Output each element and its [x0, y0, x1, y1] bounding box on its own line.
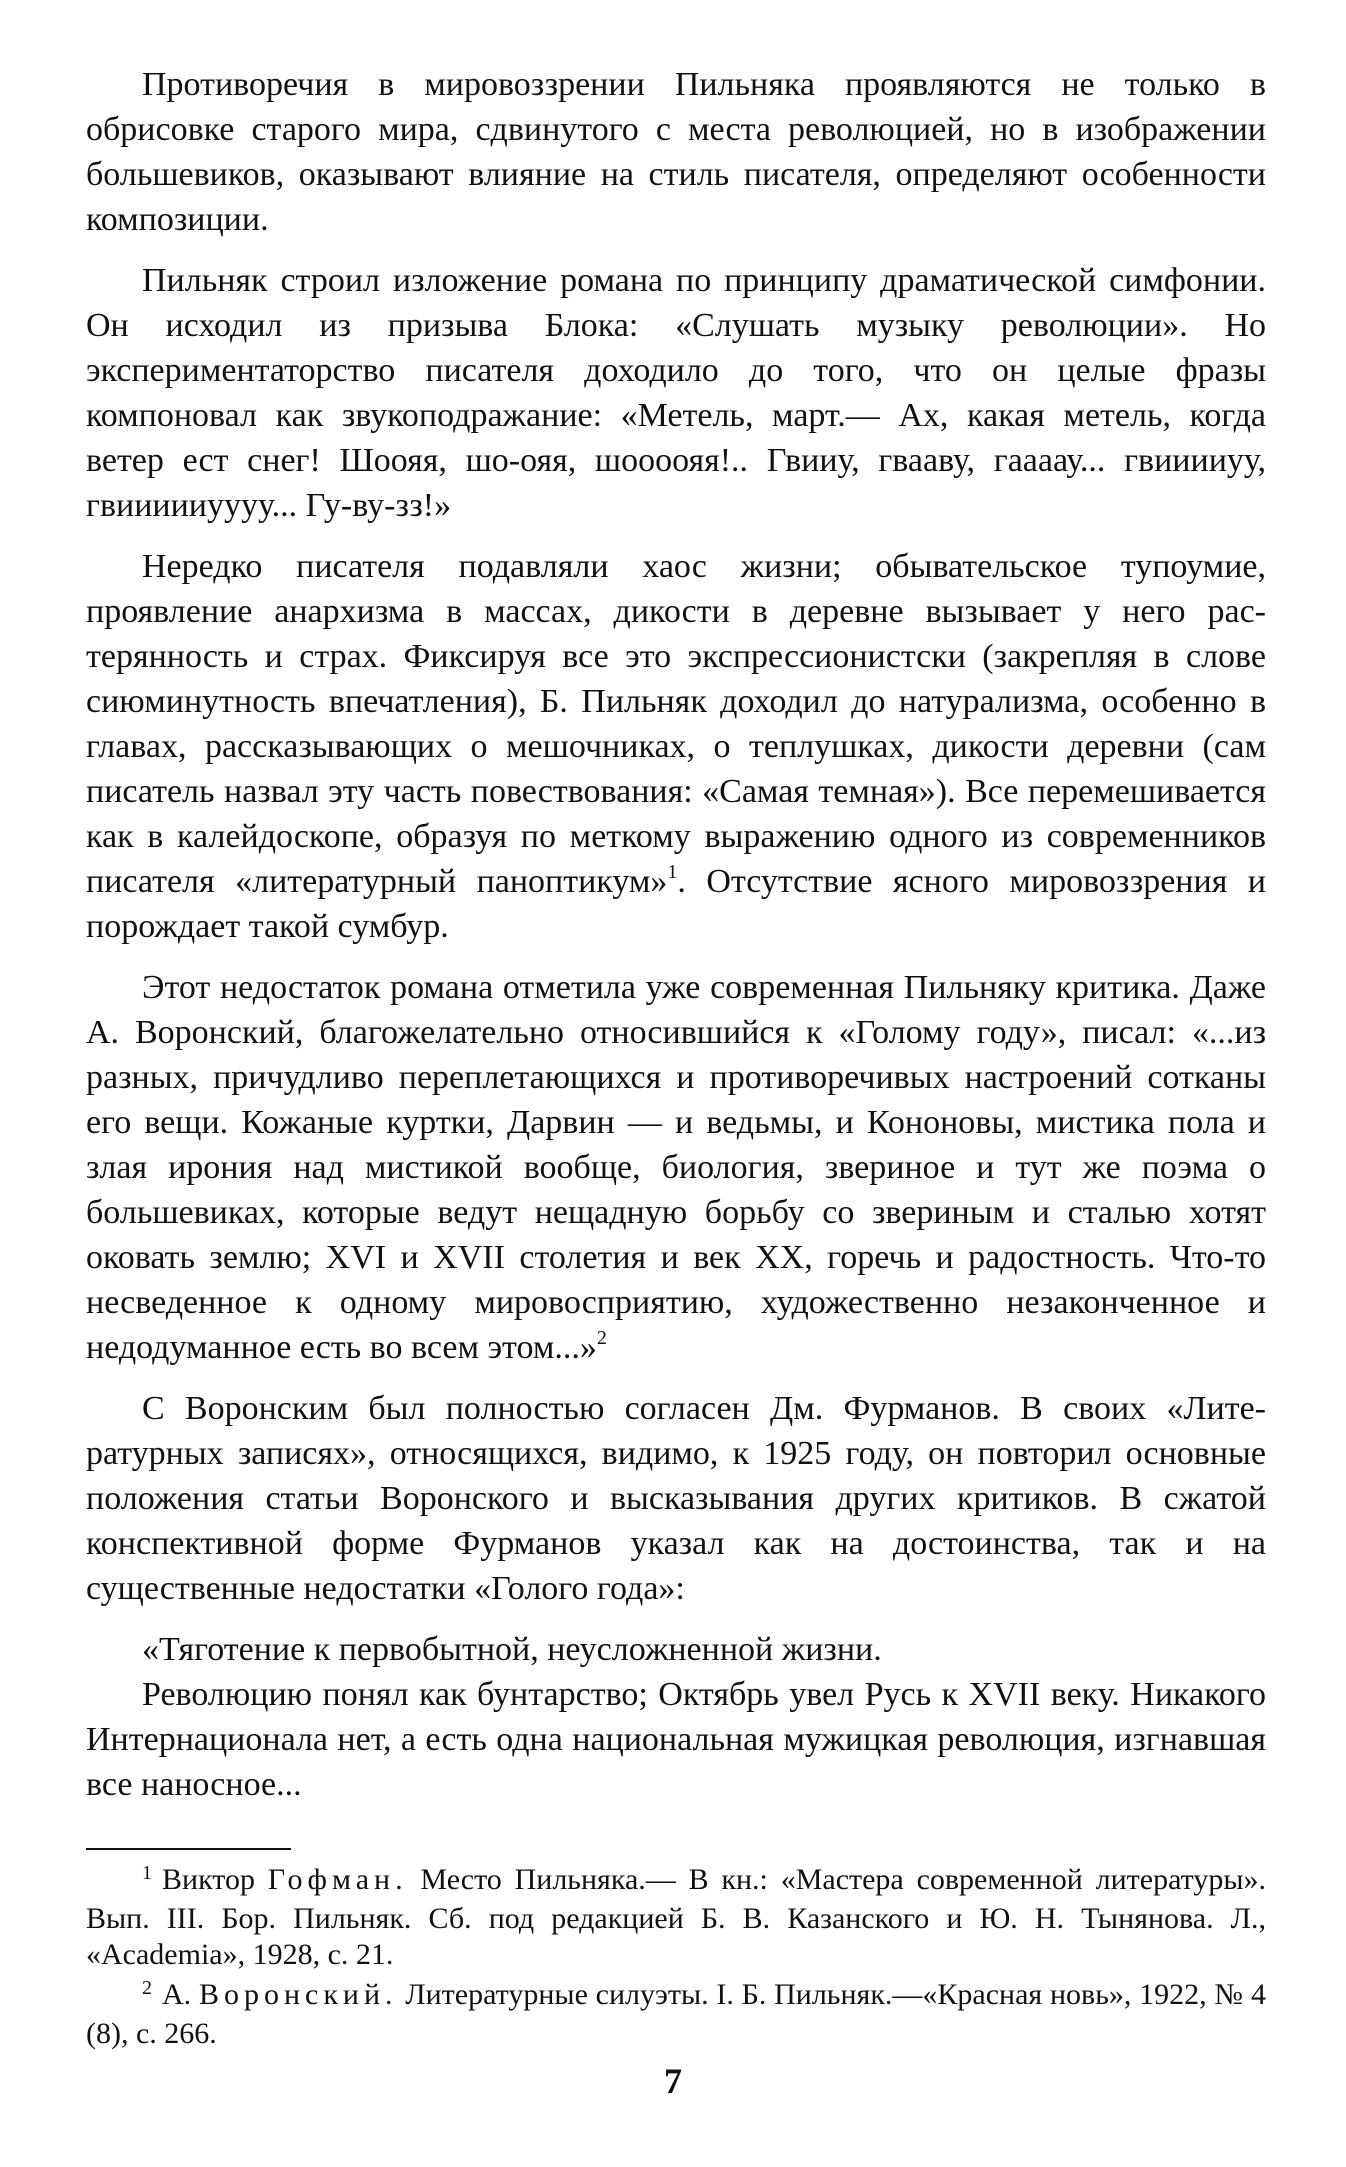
quote-block — [86, 1627, 1266, 1807]
page-number: 7 — [664, 2061, 682, 2101]
footnote-ref-1: 1 — [667, 860, 678, 883]
quote-line-1: «Тяготение к первобытной, неусложненной жизни. — [142, 1631, 882, 1668]
quote-line-2: Революцию понял как бунтарство; Октябрь увел Русь к XVII веку. Никакого Интернационала нет, а есть одна национальная мужицкая революция, изгнавшая все наносное... — [86, 1676, 1266, 1803]
footnote-1-author: Гофман. — [267, 1863, 408, 1896]
footnote-2-pre: А. — [162, 1978, 192, 2011]
paragraph-3-tail: . Отсутствие ясного мировоззрения и порождает такой сумбур. — [86, 863, 1266, 945]
page-body — [86, 62, 1266, 1807]
footnotes — [86, 1862, 1266, 2056]
footnote-1 — [86, 1862, 1266, 1973]
footnote-divider — [86, 1848, 291, 1850]
paragraph-5: С Воронским был полностью согласен Дм. Фурманов. В своих «Литературных записях», относящихся, видимо, к 1925 году, он повторил основные положения статьи Воронского и высказывания других критиков. В сжатой конспективной форме Фурманов указал как на достоинства, так и на существенные недостатки «Голого года»: — [86, 1390, 1266, 1607]
footnote-1-text: Место Пильняка.— В кн.: «Мастера современной литературы». Вып. III. Бор. Пильняк. Сб. под редакцией Б. В. Казанского и Ю. Н. Тынянова. Л., «Academia», 1928, с. 21. — [86, 1863, 1267, 1971]
paragraph-3-text: Нередко писателя подавляли хаос жизни; обывательское тупоумие, проявление анархизма в массах, дикости в деревне вызывает у него растерянность и страх. Фиксируя все это экспрессионистски (закрепляя в слове сиюминутность впечатления), Б. Пильняк доходил до натурализма, особенно в главах, рассказывающих о мешочниках, о теплушках, дикости деревни (сам писатель назвал эту часть повествования: «Самая темная»). Все перемешивается как в калейдоскопе, образуя по меткому выражению одного из современников писателя «литературный паноптикум» — [86, 548, 1266, 900]
footnote-ref-2: 2 — [596, 1326, 607, 1349]
paragraph-3 — [86, 544, 1266, 949]
footnote-2 — [86, 1977, 1266, 2052]
footnote-2-mark: 2 — [142, 1977, 152, 1999]
paragraph-4-text: Этот недостаток романа отметила уже современная Пильняку критика. Даже А. Воронский, благожелательно относившийся к «Голому году», писал: «...из разных, причудливо переплетающихся и противоречивых настроений сотканы его вещи. Кожаные куртки, Дарвин — и ведьмы, и Кононовы, мистика пола и злая ирония над мистикой вообще, биология, звериное и тут же поэма о большевиках, которые ведут нещадную борьбу со звериным и сталью хотят оковать землю; XVI и XVII столетия и век XX, горечь и радостность. Что-то несведенное к одному мировосприятию, художественно незаконченное и недодуманное есть во всем этом...» — [86, 969, 1266, 1366]
footnote-2-author: Воронский. — [198, 1978, 398, 2011]
paragraph-2: Пильняк строил изложение романа по принципу драматической симфонии. Он исходил из призыва Блока: «Слушать музыку революции». Но экспериментаторство писателя доходило до того, что он целые фразы компоновал как звукоподражание: «Метель, март.— Ах, какая метель, когда ветер ест снег! Шоояя, шо-ояя, шоооояя!.. Гвииу, гвааву, гаааау... гвииииуу, гвиииииуууу... Гу-ву-зз!» — [86, 262, 1266, 524]
footnote-1-mark: 1 — [142, 1862, 152, 1884]
footnote-2-text: Литературные силуэты. I. Б. Пильняк.—«Красная новь», 1922, № 4 (8), с. 266. — [86, 1978, 1267, 2050]
paragraph-4 — [86, 965, 1266, 1370]
footnote-1-pre: Виктор — [162, 1863, 255, 1896]
paragraph-1: Противоречия в мировоззрении Пильняка проявляются не только в обрисовке старого мира, сдвинутого с места революцией, но в изображении большевиков, оказывают влияние на стиль писателя, определяют особенности композиции. — [86, 66, 1266, 238]
